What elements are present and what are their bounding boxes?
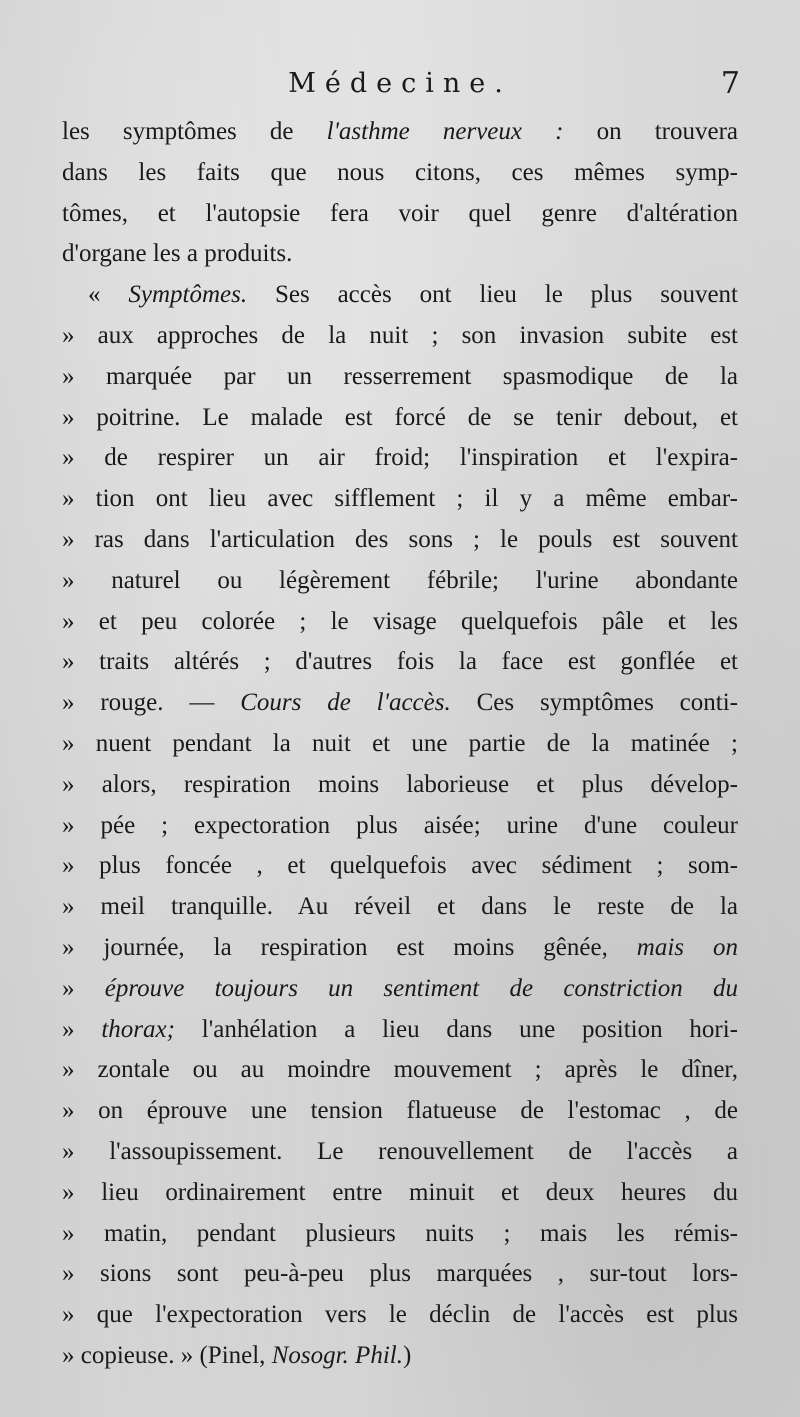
text-line <box>62 398 738 439</box>
text-segment: » poitrine. Le malade est forcé de se tenir debout, et <box>62 403 738 431</box>
text-segment: tômes, et l'autopsie fera voir quel genre d'altération <box>62 199 738 227</box>
text-segment: Ses accès ont lieu le plus souvent <box>247 281 738 309</box>
text-segment: » tion ont lieu avec sifflement ; il y a même embar- <box>62 485 738 513</box>
text-segment: » traits altérés ; d'autres fois la face est gonflée et <box>62 648 738 676</box>
text-segment: « <box>88 281 129 309</box>
text-line <box>62 765 738 806</box>
running-title: Médecine. <box>288 68 512 99</box>
text-line <box>62 928 738 969</box>
text-line <box>62 520 738 561</box>
text-segment: » <box>62 974 105 1002</box>
text-segment: » rouge. — <box>62 689 241 717</box>
text-line <box>62 1336 738 1377</box>
text-segment: » nuent pendant la nuit et une partie de la matinée ; <box>62 729 738 757</box>
text-segment: » zontale ou au moindre mouvement ; après le dîner, <box>62 1056 738 1084</box>
text-segment: » alors, respiration moins laborieuse et plus dévelop- <box>62 770 738 798</box>
text-line <box>62 234 738 275</box>
text-segment: » que l'expectoration vers le déclin de l'accès est plus <box>62 1301 738 1329</box>
text-line <box>62 153 738 194</box>
text-line <box>62 1214 738 1255</box>
text-segment: » l'assoupissement. Le renouvellement de l'accès a <box>62 1137 738 1165</box>
text-segment: » aux approches de la nuit ; son invasion subite est <box>62 321 738 349</box>
text-line <box>62 316 738 357</box>
text-line <box>62 194 738 235</box>
text-line <box>62 1295 738 1336</box>
text-segment: » de respirer un air froid; l'inspiration et l'expira- <box>62 444 738 472</box>
text-line <box>62 683 738 724</box>
text-segment: on trouvera <box>563 118 738 145</box>
text-segment: ) <box>402 1341 412 1369</box>
text-line <box>62 357 738 398</box>
text-segment: » pée ; expectoration plus aisée; urine d'une couleur <box>62 811 738 839</box>
text-segment: » matin, pendant plusieurs nuits ; mais les rémis- <box>62 1219 738 1247</box>
text-segment: » plus foncée , et quelquefois avec sédiment ; som- <box>62 852 738 880</box>
text-line <box>62 479 738 520</box>
text-line <box>62 561 738 602</box>
text-line <box>62 1050 738 1091</box>
italic-text: Symptômes. <box>128 281 248 309</box>
text-line <box>62 969 738 1010</box>
text-line <box>62 112 738 153</box>
text-line <box>62 806 738 847</box>
text-segment: Ces symptômes conti- <box>450 689 738 717</box>
text-line <box>62 438 738 479</box>
text-segment: » copieuse. » (Pinel, <box>62 1341 272 1369</box>
text-segment: les symptômes de <box>62 118 327 145</box>
text-segment: » sions sont peu-à-peu plus marquées , sur-tout lors- <box>62 1260 738 1288</box>
italic-text: Nosogr. Phil. <box>271 1341 403 1369</box>
text-segment: » lieu ordinairement entre minuit et deux heures du <box>62 1178 738 1206</box>
text-line <box>62 887 738 928</box>
text-line <box>62 846 738 887</box>
text-segment: » on éprouve une tension flatueuse de l'estomac , de <box>62 1097 738 1125</box>
text-segment: » meil tranquille. Au réveil et dans le reste de la <box>62 893 738 921</box>
text-line <box>62 642 738 683</box>
text-line <box>62 275 738 316</box>
text-line <box>62 1091 738 1132</box>
text-segment: » <box>62 1015 102 1043</box>
italic-text: Cours de l'accès. <box>240 689 451 717</box>
text-segment: » marquée par un resserrement spasmodique de la <box>62 362 738 390</box>
text-line <box>62 724 738 765</box>
italic-text: thorax; <box>101 1015 175 1043</box>
text-line <box>62 1010 738 1051</box>
text-line <box>62 1132 738 1173</box>
body-text <box>62 112 738 1377</box>
page-header <box>60 58 740 108</box>
text-segment: d'organe les a produits. <box>62 240 293 268</box>
italic-text: l'asthme nerveux : <box>326 118 564 145</box>
text-segment: » et peu colorée ; le visage quelquefois pâle et les <box>62 607 738 635</box>
text-line <box>62 1254 738 1295</box>
text-segment: » journée, la respiration est moins gênée, <box>62 933 637 961</box>
text-line <box>62 1173 738 1214</box>
text-line <box>62 602 738 643</box>
page-number: 7 <box>720 66 740 101</box>
text-segment: » naturel ou légèrement fébrile; l'urine abondante <box>62 566 738 594</box>
italic-text: éprouve toujours un sentiment de constriction du <box>104 974 738 1002</box>
text-segment: dans les faits que nous citons, ces mêmes symp- <box>62 158 738 186</box>
text-segment: » ras dans l'articulation des sons ; le pouls est souvent <box>62 525 738 553</box>
italic-text: mais on <box>636 933 738 961</box>
text-segment: l'anhélation a lieu dans une position hori- <box>174 1015 738 1043</box>
